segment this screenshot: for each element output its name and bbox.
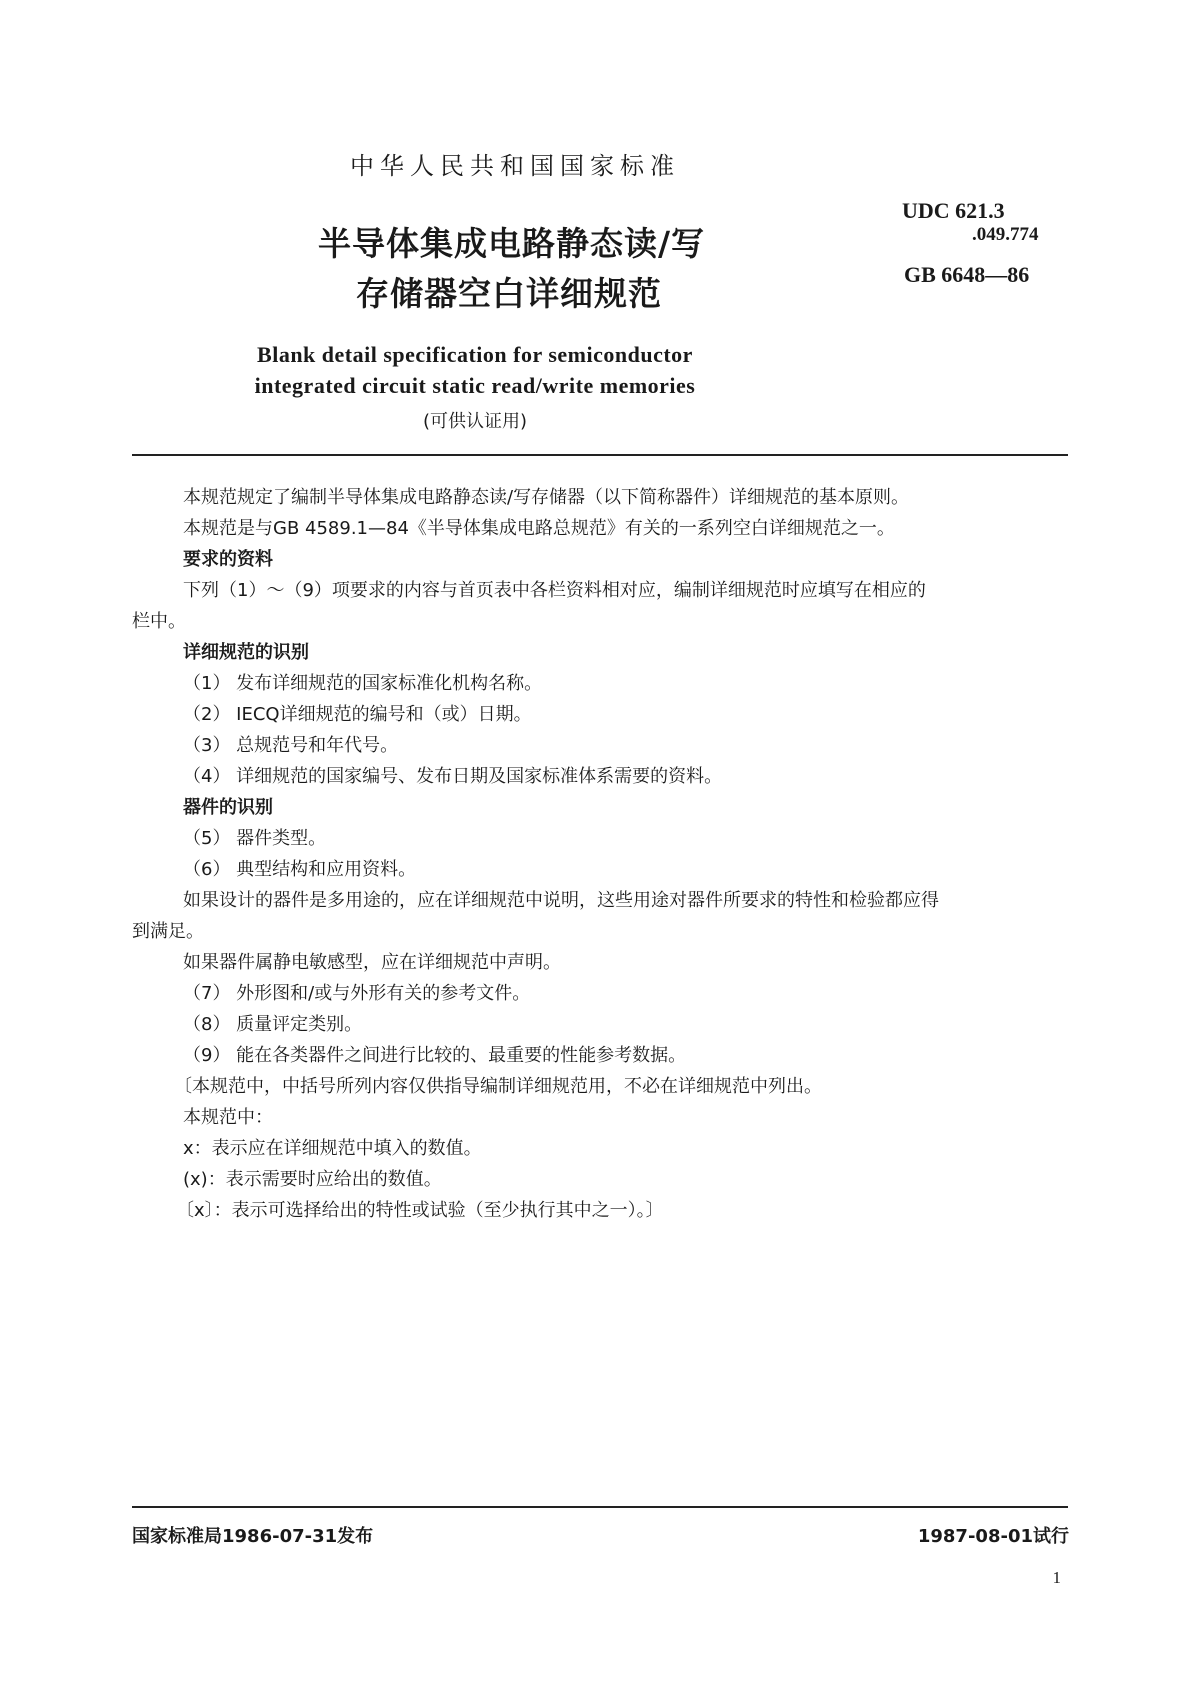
gb-standard-number: GB 6648—86 [904, 262, 1030, 287]
intro-paragraph-2: 本规范是与GB 4589.1—84《半导体集成电路总规范》有关的一系列空白详细规范之一。 [183, 518, 895, 539]
multi-use-paragraph: 如果设计的器件是多用途的，应在详细规范中说明，这些用途对器件所要求的特性和检验都应得 [183, 890, 939, 911]
list-item-8: （8） 质量评定类别。 [183, 1014, 363, 1035]
english-title-line2: integrated circuit static read/write memories [254, 373, 696, 398]
notation-x: x：表示应在详细规范中填入的数值。 [183, 1138, 482, 1159]
page-number: 1 [1052, 1568, 1061, 1587]
list-item-2: （2） IECQ详细规范的编号和（或）日期。 [183, 704, 532, 725]
section-heading-required-info: 要求的资料 [183, 549, 273, 570]
required-info-paragraph-cont: 栏中。 [132, 611, 186, 632]
udc-code-line2: .049.774 [972, 224, 1039, 245]
required-info-paragraph: 下列（1）～（9）项要求的内容与首页表中各栏资料相对应，编制详细规范时应填写在相应的 [183, 580, 926, 601]
section-heading-spec-identification: 详细规范的识别 [183, 642, 309, 663]
effective-date: 1987-08-01试行 [917, 1526, 1069, 1547]
header-divider [132, 454, 1068, 456]
english-title-line1: Blank detail specification for semiconductor [257, 342, 693, 367]
document-title-line1: 半导体集成电路静态读/写 [318, 224, 706, 263]
country-standard-heading: 中华人民共和国国家标准 [350, 152, 680, 180]
list-item-9: （9） 能在各类器件之间进行比较的、最重要的性能参考数据。 [183, 1045, 687, 1066]
issue-date: 国家标准局1986-07-31发布 [132, 1526, 374, 1547]
list-item-6: （6） 典型结构和应用资料。 [183, 859, 417, 880]
section-heading-device-identification: 器件的识别 [183, 797, 273, 818]
intro-paragraph-1: 本规范规定了编制半导体集成电路静态读/写存储器（以下简称器件）详细规范的基本原则。 [183, 487, 910, 508]
notation-intro: 本规范中： [183, 1107, 273, 1128]
list-item-7: （7） 外形图和/或与外形有关的参考文件。 [183, 983, 531, 1004]
esd-paragraph: 如果器件属静电敏感型，应在详细规范中声明。 [183, 952, 561, 973]
notation-paren-x: (x)：表示需要时应给出的数值。 [183, 1169, 442, 1190]
multi-use-paragraph-cont: 到满足。 [132, 921, 204, 942]
footer-divider [132, 1506, 1068, 1508]
list-item-3: （3） 总规范号和年代号。 [183, 735, 399, 756]
document-title-line2: 存储器空白详细规范 [356, 274, 662, 313]
notation-bracket-x: 〔x〕：表示可选择给出的特性或试验（至少执行其中之一）。〕 [176, 1200, 664, 1221]
list-item-5: （5） 器件类型。 [183, 828, 327, 849]
document-body [132, 482, 1072, 1226]
list-item-4: （4） 详细规范的国家编号、发布日期及国家标准体系需要的资料。 [183, 766, 723, 787]
certification-note: (可供认证用) [422, 411, 528, 432]
list-item-1: （1） 发布详细规范的国家标准化机构名称。 [183, 673, 543, 694]
udc-code-line1: UDC 621.3 [902, 198, 1005, 223]
bracket-note-paragraph: 〔本规范中，中括号所列内容仅供指导编制详细规范用，不必在详细规范中列出。 [174, 1076, 822, 1097]
